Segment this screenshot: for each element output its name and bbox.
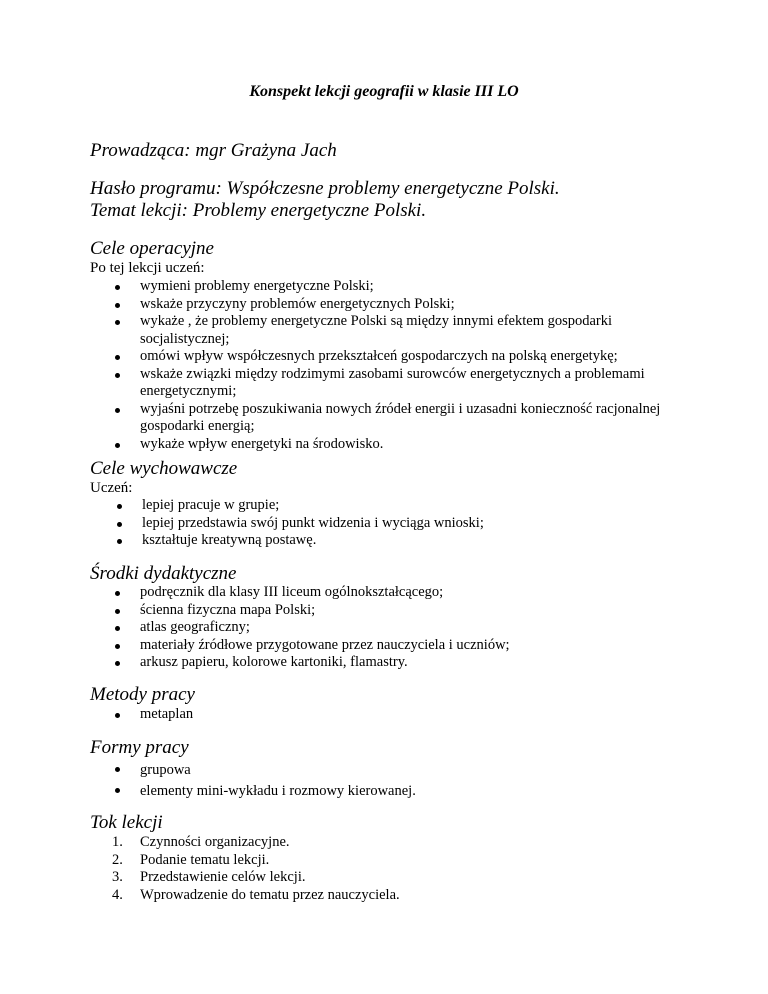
list-number: 4. xyxy=(112,886,123,903)
work-forms-heading: Formy pracy xyxy=(90,737,189,758)
operational-goals-list xyxy=(112,278,672,453)
list-item xyxy=(112,869,672,887)
operational-goals-heading: Cele operacyjne xyxy=(90,238,214,259)
teacher-line: Prowadząca: mgr Grażyna Jach xyxy=(90,140,337,161)
operational-goals-intro: Po tej lekcji uczeń: xyxy=(90,260,205,276)
list-item: kształtuje kreatywną postawę. xyxy=(114,532,674,550)
didactic-means-heading: Środki dydaktyczne xyxy=(90,563,237,584)
list-item: lepiej pracuje w grupie; xyxy=(114,497,674,515)
list-item: wymieni problemy energetyczne Polski; xyxy=(112,278,672,296)
list-item: wykaże wpływ energetyki na środowisko. xyxy=(112,436,672,454)
list-item: podręcznik dla klasy III liceum ogólnokształcącego; xyxy=(112,584,672,602)
list-number: 3. xyxy=(112,869,123,885)
list-item: wykaże , że problemy energetyczne Polski są między innymi efektem gospodarki socjalistycznej; xyxy=(112,313,672,348)
work-forms-list xyxy=(112,760,672,802)
list-item: omówi wpływ współczesnych przekształceń gospodarczych na polską energetykę; xyxy=(112,348,672,366)
list-item: metaplan xyxy=(112,706,672,724)
list-item: ścienna fizyczna mapa Polski; xyxy=(112,602,672,620)
didactic-means-list xyxy=(112,584,672,672)
educational-goals-list xyxy=(114,497,674,550)
work-methods-list xyxy=(112,706,672,724)
list-text: Czynności organizacyjne. xyxy=(140,834,290,850)
educational-goals-heading: Cele wychowawcze xyxy=(90,458,238,479)
list-item: wskaże związki między rodzimymi zasobami surowców energetycznych a problemami energetycznymi; xyxy=(112,366,672,401)
document-title: Konspekt lekcji geografii w klasie III LO xyxy=(249,83,519,100)
list-item xyxy=(112,852,672,870)
list-item: arkusz papieru, kolorowe kartoniki, flamastry. xyxy=(112,654,672,672)
list-item xyxy=(112,834,672,852)
lesson-topic: Temat lekcji: Problemy energetyczne Polski. xyxy=(90,200,427,221)
list-text: Przedstawienie celów lekcji. xyxy=(140,869,306,885)
list-item: materiały źródłowe przygotowane przez nauczyciela i uczniów; xyxy=(112,637,672,655)
list-number: 1. xyxy=(112,834,123,850)
list-text: Podanie tematu lekcji. xyxy=(140,851,270,868)
list-item: wyjaśni potrzebę poszukiwania nowych źródeł energii i uzasadni konieczność racjonalnej gospodarki energią; xyxy=(112,401,672,436)
lesson-course-list xyxy=(112,834,672,904)
list-item: elementy mini-wykładu i rozmowy kierowanej. xyxy=(112,781,672,802)
program-slogan: Hasło programu: Współczesne problemy energetyczne Polski. xyxy=(90,178,560,199)
list-item: atlas geograficzny; xyxy=(112,619,672,637)
list-text: Wprowadzenie do tematu przez nauczyciela. xyxy=(140,886,400,903)
list-item xyxy=(112,887,672,905)
list-number: 2. xyxy=(112,851,123,868)
work-methods-heading: Metody pracy xyxy=(90,684,195,705)
list-item: grupowa xyxy=(112,760,672,781)
list-item: wskaże przyczyny problemów energetycznych Polski; xyxy=(112,296,672,314)
lesson-course-heading: Tok lekcji xyxy=(90,812,163,833)
list-item: lepiej przedstawia swój punkt widzenia i wyciąga wnioski; xyxy=(114,515,674,533)
educational-goals-intro: Uczeń: xyxy=(90,480,133,496)
